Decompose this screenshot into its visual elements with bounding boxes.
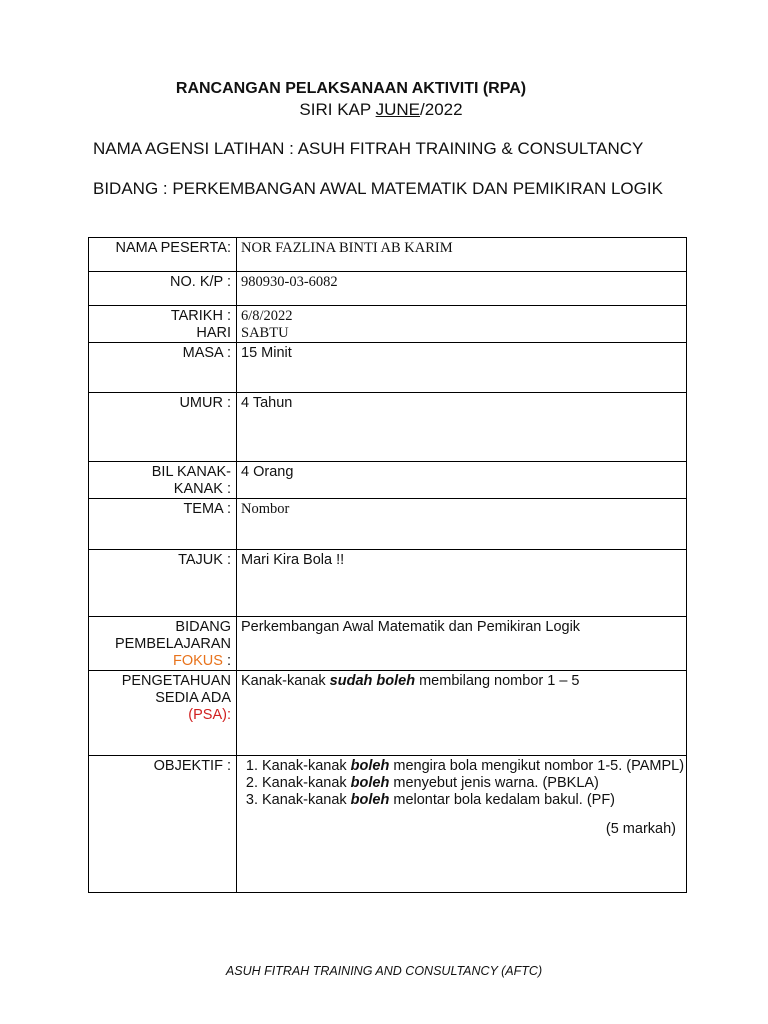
objective-bold: boleh (350, 792, 390, 808)
subtitle-suffix: /2022 (420, 100, 463, 119)
umur-label: UMUR : (89, 393, 237, 462)
objective-suffix: menyebut jenis warna. (PBKLA) (389, 775, 599, 791)
objective-bold: boleh (350, 758, 390, 774)
bidang-line: BIDANG : PERKEMBANGAN AWAL MATEMATIK DAN PEMIKIRAN LOGIK (93, 179, 663, 198)
bidang-value: Perkembangan Awal Matematik dan Pemikiran Logik (237, 617, 687, 671)
tarikh-hari-label (89, 306, 237, 343)
objective-item (262, 792, 686, 809)
bidang-label-line1: BIDANG (175, 619, 231, 635)
bidang-label (89, 617, 237, 671)
tajuk-label: TAJUK : (89, 550, 237, 617)
document-subtitle (0, 100, 762, 120)
subtitle-month: JUNE (375, 100, 421, 119)
row-kp (89, 272, 687, 306)
psa-label-line2: SEDIA ADA (155, 690, 231, 706)
tarikh-value: 6/8/2022 (241, 308, 293, 324)
bil-label-line1: BIL KANAK- (151, 464, 231, 480)
psa-value-bold: sudah boleh (329, 673, 416, 689)
fokus-colon: : (222, 653, 231, 669)
hari-label: HARI (196, 325, 231, 341)
row-bil (89, 462, 687, 499)
markah-text: (5 markah) (605, 821, 676, 837)
objectives-list (241, 758, 686, 809)
psa-label (89, 671, 237, 756)
nama-label: NAMA PESERTA: (89, 238, 237, 272)
objective-item (262, 758, 686, 775)
masa-value: 15 Minit (237, 343, 687, 393)
objektif-value (237, 756, 687, 893)
row-masa (89, 343, 687, 393)
bil-label-line2: KANAK : (173, 481, 231, 497)
psa-value-prefix: Kanak-kanak (241, 673, 330, 689)
tarikh-hari-value (237, 306, 687, 343)
subtitle-prefix: SIRI KAP (299, 100, 376, 119)
hari-value: SABTU (241, 325, 289, 341)
kp-label: NO. K/P : (89, 272, 237, 306)
psa-label-line1: PENGETAHUAN (121, 673, 231, 689)
row-psa (89, 671, 687, 756)
umur-value: 4 Tahun (237, 393, 687, 462)
objektif-label: OBJEKTIF : (89, 756, 237, 893)
objective-bold: boleh (350, 775, 390, 791)
psa-value-suffix: membilang nombor 1 – 5 (415, 673, 580, 689)
tema-label: TEMA : (89, 499, 237, 550)
document-title: RANCANGAN PELAKSANAAN AKTIVITI (RPA) (175, 80, 527, 97)
objective-suffix: mengira bola mengikut nombor 1-5. (PAMPL) (389, 758, 685, 774)
row-umur (89, 393, 687, 462)
nama-value: NOR FAZLINA BINTI AB KARIM (237, 238, 687, 272)
bil-value: 4 Orang (237, 462, 687, 499)
objective-prefix: Kanak-kanak (262, 792, 351, 808)
rpa-form-table (88, 237, 687, 893)
tarikh-label: TARIKH : (170, 308, 231, 324)
masa-label: MASA : (89, 343, 237, 393)
kp-value: 980930-03-6082 (237, 272, 687, 306)
footer-text: ASUH FITRAH TRAINING AND CONSULTANCY (AFTC) (225, 964, 543, 978)
fokus-label: FOKUS (172, 653, 223, 669)
psa-value (237, 671, 687, 756)
row-tarikh (89, 306, 687, 343)
tajuk-value: Mari Kira Bola !! (237, 550, 687, 617)
objective-prefix: Kanak-kanak (262, 758, 351, 774)
row-nama (89, 238, 687, 272)
bidang-label-line3 (89, 653, 231, 670)
bil-label (89, 462, 237, 499)
objective-suffix: melontar bola kedalam bakul. (PF) (389, 792, 615, 808)
psa-label-line3: (PSA): (188, 707, 231, 723)
tema-value: Nombor (237, 499, 687, 550)
agency-line: NAMA AGENSI LATIHAN : ASUH FITRAH TRAINING & CONSULTANCY (93, 139, 644, 158)
row-bidang (89, 617, 687, 671)
objective-prefix: Kanak-kanak (262, 775, 351, 791)
objective-item (262, 775, 686, 792)
row-tema (89, 499, 687, 550)
bidang-label-line2: PEMBELAJARAN (114, 636, 231, 652)
row-tajuk (89, 550, 687, 617)
row-objektif (89, 756, 687, 893)
